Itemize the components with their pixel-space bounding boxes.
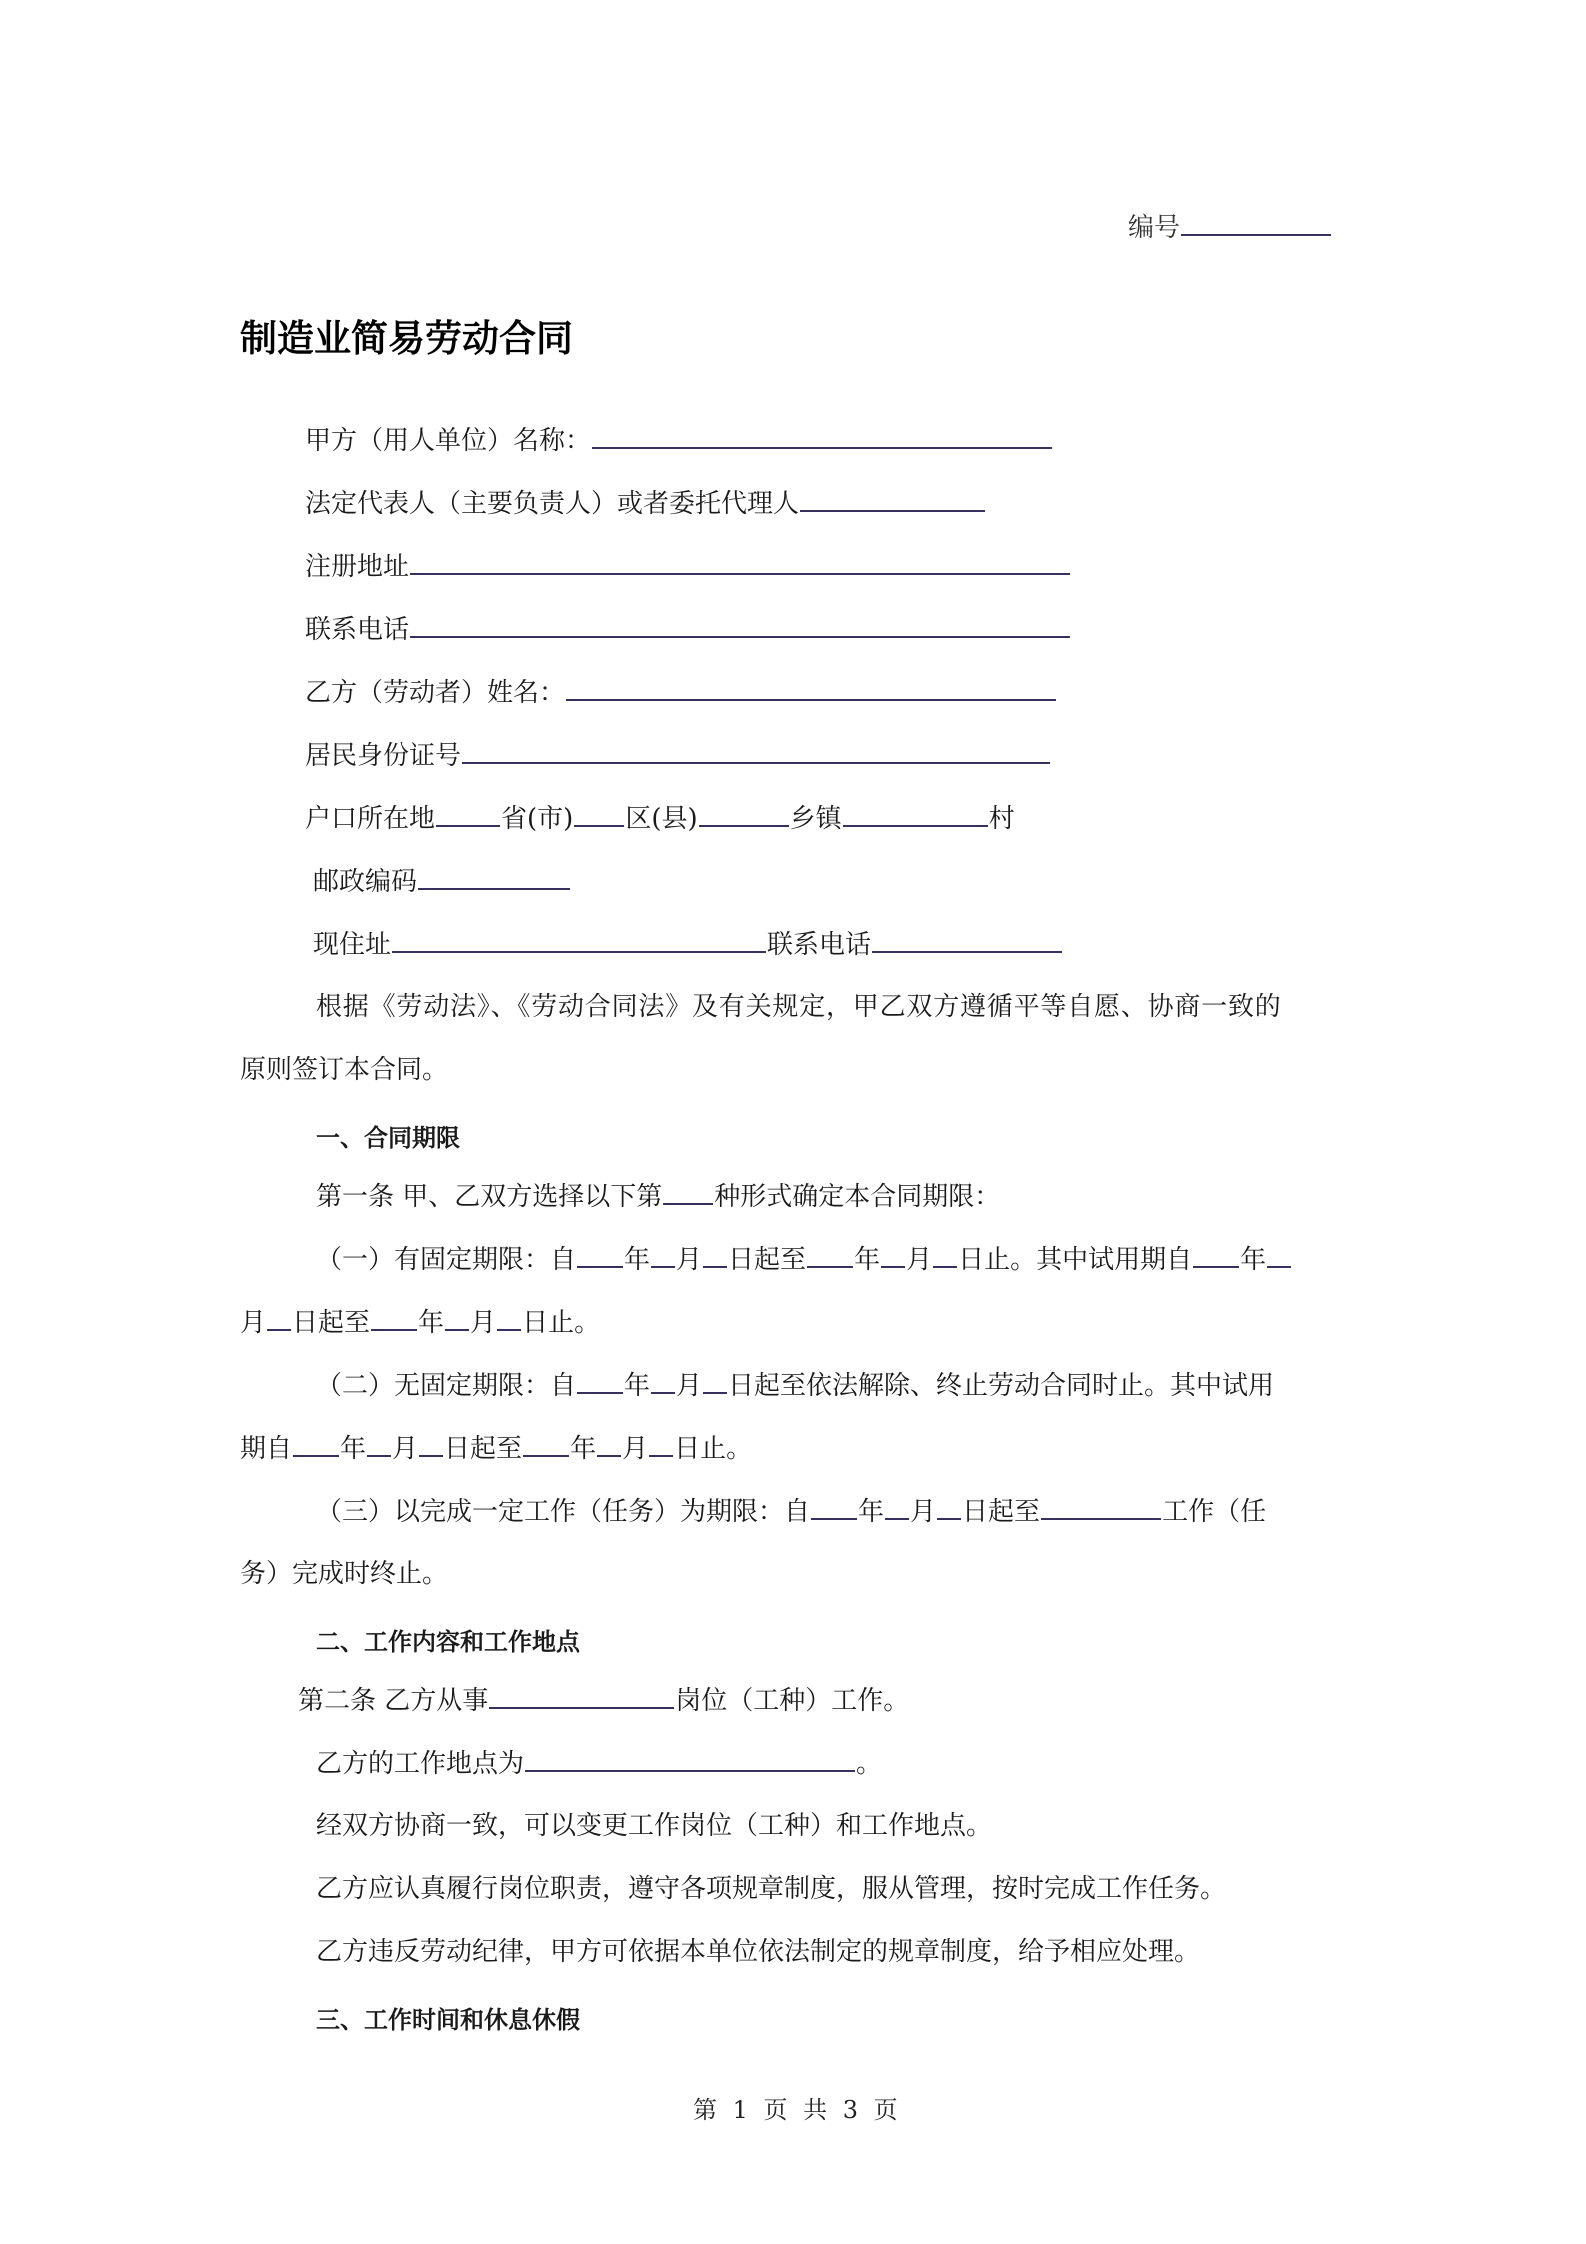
party-a-phone-blank[interactable] [410,614,1070,638]
party-a-name-label: 甲方（用人单位）名称： [305,426,592,456]
hukou-district-label: 区(县) [625,804,698,834]
text-segment: 日止。其中试用期自 [958,1245,1193,1275]
party-a-rep-blank[interactable] [800,488,985,512]
work-location-blank[interactable] [525,1748,855,1772]
hukou-label: 户口所在地 [305,804,436,834]
text-segment: 年 [624,1245,651,1275]
party-b-hukou-row [305,803,1015,834]
work-location-suffix: 。 [856,1749,883,1779]
option-1-line-1 [316,1244,1292,1275]
hukou-town-blank[interactable] [699,803,789,827]
year-blank[interactable] [523,1433,569,1457]
position-blank[interactable] [489,1685,674,1709]
section-2-paragraph-2: 乙方应认真履行岗位职责，遵守各项规章制度，服从管理，按时完成工作任务。 [316,1874,1227,1904]
section-2-paragraph-1: 经双方协商一致，可以变更工作岗位（工种）和工作地点。 [316,1811,993,1841]
month-blank[interactable] [885,1496,909,1520]
article-1-suffix: 种形式确定本合同期限： [714,1182,1001,1212]
text-segment: 年 [1240,1245,1267,1275]
article-1-form-blank[interactable] [663,1181,713,1205]
text-segment: 日起至 [444,1434,523,1464]
text-segment: 日起至依法解除、终止劳动合同时止。其中试用 [728,1371,1275,1401]
page-number: 第 1 页 共 3 页 [693,2096,902,2124]
option-1-line-2 [240,1307,600,1338]
hukou-province-label: 省(市) [501,804,574,834]
month-blank[interactable] [651,1244,675,1268]
article-2-prefix: 第二条 乙方从事 [298,1686,489,1716]
section-1-heading: 一、合同期限 [316,1124,460,1152]
party-b-name-blank[interactable] [566,677,1056,701]
text-segment: 月 [622,1434,649,1464]
year-blank[interactable] [577,1370,623,1394]
option-2-line-2 [240,1433,752,1464]
day-blank[interactable] [937,1496,961,1520]
year-blank[interactable] [811,1496,857,1520]
party-a-address-row [305,551,1071,582]
party-a-rep-label: 法定代表人（主要负责人）或者委托代理人 [305,489,800,519]
day-blank[interactable] [703,1244,727,1268]
text-segment: 年 [854,1245,881,1275]
party-a-phone-label: 联系电话 [305,615,410,645]
party-b-phone-blank[interactable] [872,929,1062,953]
hukou-village-label: 村 [988,804,1015,834]
work-location-row [316,1748,882,1779]
party-a-name-row [305,425,1053,456]
article-1-prefix: 第一条 甲、乙双方选择以下第 [316,1182,663,1212]
option-3-line-2: 务）完成时终止。 [240,1559,449,1589]
serial-label: 编号 [1128,213,1181,243]
text-segment: 期自 [240,1434,293,1464]
month-blank[interactable] [881,1244,905,1268]
document-title: 制造业简易劳动合同 [240,317,573,360]
hukou-province-blank[interactable] [436,803,500,827]
text-segment: 月 [676,1371,703,1401]
section-2-heading: 二、工作内容和工作地点 [316,1628,580,1656]
hukou-village-blank[interactable] [843,803,988,827]
party-b-phone-label: 联系电话 [767,930,872,960]
current-address-label: 现住址 [313,930,392,960]
party-a-rep-row [305,488,986,519]
year-blank[interactable] [577,1244,623,1268]
text-segment: 日起至 [728,1245,807,1275]
postcode-label: 邮政编码 [313,867,418,897]
work-location-label: 乙方的工作地点为 [316,1749,525,1779]
section-3-heading: 三、工作时间和休息休假 [316,2006,580,2034]
party-b-id-label: 居民身份证号 [305,741,462,771]
year-blank[interactable] [371,1307,417,1331]
text-segment: （一）有固定期限：自 [316,1245,577,1275]
hukou-town-label: 乡镇 [789,804,842,834]
article-1 [316,1181,1000,1212]
day-blank[interactable] [497,1307,521,1331]
year-blank[interactable] [293,1433,339,1457]
party-a-phone-row [305,614,1071,645]
day-blank[interactable] [649,1433,673,1457]
text-segment: 月 [470,1308,497,1338]
party-b-id-blank[interactable] [462,740,1050,764]
day-blank[interactable] [419,1433,443,1457]
text-segment: 工作（任 [1162,1497,1267,1527]
month-blank[interactable] [597,1433,621,1457]
text-segment: 月 [240,1308,267,1338]
text-segment: （二）无固定期限：自 [316,1371,577,1401]
month-blank[interactable] [445,1307,469,1331]
party-b-address-row [313,929,1063,960]
text-segment: 日止。 [522,1308,601,1338]
text-segment: 日起至 [292,1308,371,1338]
article-2-suffix: 岗位（工种）工作。 [675,1686,910,1716]
hukou-district-blank[interactable] [574,803,624,827]
text-segment: 月 [676,1245,703,1275]
text-segment: 月 [906,1245,933,1275]
year-blank[interactable] [1193,1244,1239,1268]
text-segment: （三）以完成一定工作（任务）为期限：自 [316,1497,811,1527]
serial-blank[interactable] [1181,212,1331,236]
text-segment: 月 [910,1497,937,1527]
option-3-line-1 [316,1496,1266,1527]
preamble-line-1: 根据《劳动法》、《劳动合同法》及有关规定，甲乙双方遵循平等自愿、协商一致的 [316,992,1282,1022]
option-2-line-1 [316,1370,1274,1401]
text-segment: 年 [340,1434,367,1464]
month-blank[interactable] [367,1433,391,1457]
text-segment: 月 [392,1434,419,1464]
text-segment: 日止。 [674,1434,753,1464]
text-segment: 年 [858,1497,885,1527]
month-blank[interactable] [1267,1244,1291,1268]
article-2 [298,1685,909,1716]
day-blank[interactable] [267,1307,291,1331]
preamble-line-2: 原则签订本合同。 [240,1055,449,1085]
postcode-blank[interactable] [418,866,570,890]
party-b-name-row [305,677,1057,708]
day-blank[interactable] [933,1244,957,1268]
party-b-name-label: 乙方（劳动者）姓名： [305,678,566,708]
party-a-name-blank[interactable] [592,425,1052,449]
party-a-address-blank[interactable] [410,551,1070,575]
text-segment: 日起至 [962,1497,1041,1527]
text-segment: 年 [624,1371,651,1401]
text-segment: 年 [570,1434,597,1464]
task-blank[interactable] [1041,1496,1161,1520]
year-blank[interactable] [807,1244,853,1268]
current-address-blank[interactable] [392,929,766,953]
serial-number [1128,207,1332,244]
text-segment: 年 [418,1308,445,1338]
party-b-id-row [305,740,1051,771]
section-2-paragraph-3: 乙方违反劳动纪律，甲方可依据本单位依法制定的规章制度，给予相应处理。 [316,1937,1201,1967]
day-blank[interactable] [703,1370,727,1394]
party-a-address-label: 注册地址 [305,552,410,582]
party-b-postcode-row [313,866,571,897]
month-blank[interactable] [651,1370,675,1394]
